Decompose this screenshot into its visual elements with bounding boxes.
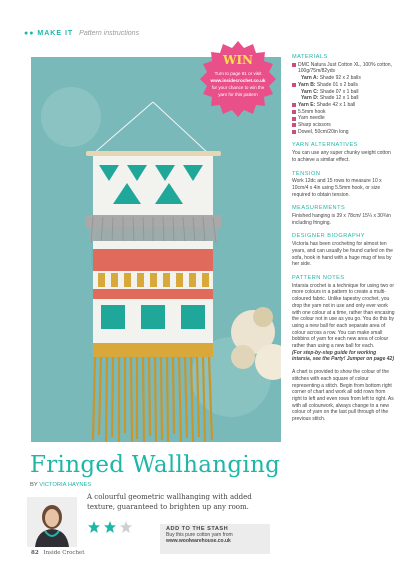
- designer-biography-text: Victoria has been crocheting for almost ten years, and can usually be found curled on the sofa, hook in hand with a huge mug of tea by her side.: [292, 241, 393, 268]
- magazine-name: Inside Crochet: [43, 550, 85, 556]
- bullet-square-icon: [292, 83, 296, 87]
- materials-item-text: Shade 12 x 1 ball: [319, 95, 359, 102]
- measurements-text: Finished hanging is 39 x 78cm/ 15¼ x 30¾in including fringing.: [292, 213, 391, 226]
- materials-item: [292, 122, 395, 129]
- author-name: VICTORIA HAYNES: [39, 482, 92, 488]
- materials-item-text: Dowel, 50cm/20in long: [298, 128, 349, 135]
- win-badge: [199, 40, 277, 118]
- materials-list: [292, 62, 395, 136]
- materials-item: [292, 115, 395, 122]
- materials-item: [292, 62, 395, 75]
- star-filled-icon: [88, 521, 100, 533]
- win-line-1: Turn to page 91 or visit: [214, 71, 262, 76]
- materials-item-text: Yarn needle: [298, 115, 325, 122]
- materials-item-text: Shade 92 x 2 balls: [319, 75, 361, 82]
- materials-item: [292, 129, 395, 136]
- materials-item-text: DMC Natura Just Cotton XL, 100% cotton, 100g/75m/82yds: [298, 61, 392, 75]
- difficulty-rating: [88, 521, 132, 533]
- star-filled-icon: [104, 521, 116, 533]
- pattern-notes-paragraph-2: A chart is provided to show the colour of the stitches with each square of colour representing a stitch. Begin from bottom right corner of chart and work all odd rows from right to left and even rows from left to right. As with all colourwork, always change to a new colour of yarn on the last pull through of the previous stitch.: [292, 369, 394, 423]
- stash-url-link[interactable]: www.woolwarehouse.co.uk: [166, 538, 231, 544]
- add-to-stash-box: [160, 524, 270, 554]
- materials-item: [292, 89, 395, 96]
- star-empty-icon: [120, 521, 132, 533]
- yarn-alternatives-text: You can use any super chunky weight cotton to achieve a similar effect.: [292, 150, 391, 163]
- tension-heading: TENSION: [292, 170, 321, 177]
- materials-item-text: 5.5mm hook: [298, 108, 326, 115]
- designer-portrait: [27, 497, 77, 547]
- materials-item: [292, 75, 395, 82]
- yarn-alternatives-heading: YARN ALTERNATIVES: [292, 142, 359, 149]
- standfirst: A colourful geometric wallhanging with added texture, guaranteed to brighten up any room.: [87, 493, 252, 511]
- section-label: MAKE IT: [37, 30, 74, 37]
- bullet-square-icon: [292, 103, 296, 107]
- materials-item-label: Yarn D:: [301, 95, 319, 102]
- pattern-notes-paragraph-1: Intarsia crochet is a technique for using two or more colours in a pattern to create a multi-coloured fabric. Unlike tapestry crochet, you drop the yarn not in use and only ever work with one colour at a time, rather than encasing the colour not in use as you go. You do this by using a new ball for each separate area of colour across a row. You can make small bobbins of yarn for each new area of colour rather than using a new ball for each.: [292, 282, 395, 350]
- win-line-3: for your chance to win the: [211, 85, 265, 90]
- win-line-2: www.insidecrochet.co.uk: [210, 78, 266, 83]
- article-title: Fringed Wallhanging: [30, 452, 281, 478]
- stash-heading: ADD TO THE STASH: [166, 526, 229, 532]
- designer-avatar: [27, 497, 77, 547]
- pattern-notes-crossref: (For step-by-step guide for working intarsia, see the Party! Jumper on page 42): [292, 349, 394, 363]
- header-dots: ●●: [24, 30, 35, 37]
- win-line-4: yarn for this pattern: [218, 92, 258, 97]
- stash-text: Buy this pure cotton yarn from: [166, 532, 233, 538]
- bullet-square-icon: [292, 130, 296, 134]
- bullet-square-icon: [292, 63, 296, 67]
- section-subtitle: Pattern instructions: [79, 30, 140, 37]
- materials-item-label: Yarn A:: [301, 75, 319, 82]
- bullet-square-icon: [292, 123, 296, 127]
- page-number: 82: [31, 550, 39, 556]
- bullet-square-icon: [292, 110, 296, 114]
- materials-item-label: Yarn E:: [298, 101, 316, 108]
- materials-item: [292, 109, 395, 116]
- materials-item-text: Shade 01 x 2 balls: [316, 81, 359, 88]
- tension-text: Work 12dc and 15 rows to measure 10 x 10cm/4 x 4in using 5.5mm hook, or size required to obtain tension.: [292, 178, 382, 198]
- info-column: [292, 54, 395, 423]
- byline-by: BY: [30, 482, 38, 488]
- materials-item-text: Sharp scissors: [298, 122, 331, 129]
- win-headline: WIN: [222, 53, 254, 67]
- materials-item: [292, 82, 395, 89]
- materials-item-text: Shade 07 x 1 ball: [319, 88, 359, 95]
- materials-item: [292, 102, 395, 109]
- materials-item-label: Yarn B:: [298, 81, 316, 88]
- materials-item: [292, 95, 395, 102]
- bullet-square-icon: [292, 117, 296, 121]
- measurements-heading: MEASUREMENTS: [292, 205, 346, 212]
- materials-item-text: Shade 42 x 1 ball: [316, 101, 356, 108]
- byline: [30, 482, 91, 488]
- section-header: [24, 30, 139, 37]
- designer-biography-heading: DESIGNER BIOGRAPHY: [292, 233, 366, 240]
- materials-heading: MATERIALS: [292, 54, 328, 60]
- pattern-notes-heading: PATTERN NOTES: [292, 274, 345, 281]
- materials-item-label: Yarn C:: [301, 88, 319, 95]
- page-footer: [31, 550, 84, 556]
